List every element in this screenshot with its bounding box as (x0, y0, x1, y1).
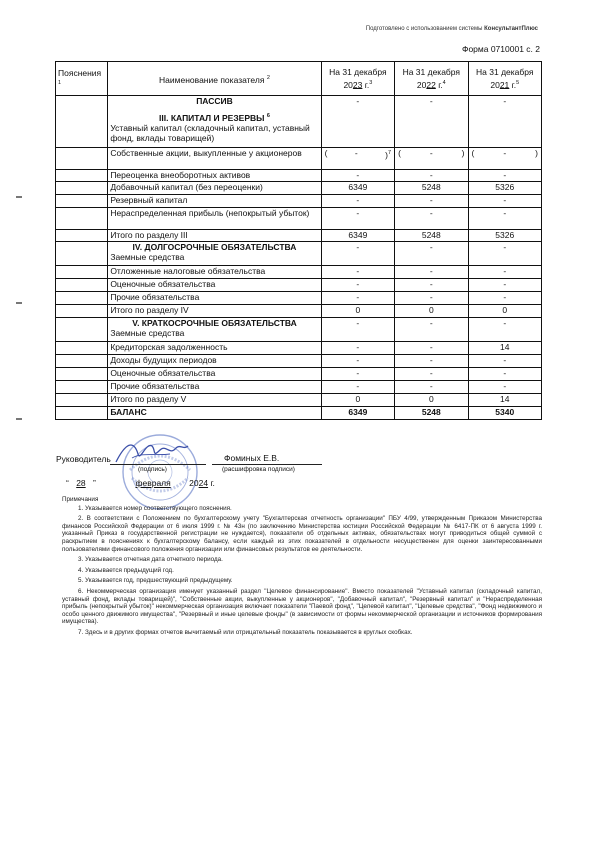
cell-value: 5340 (468, 407, 541, 420)
header-period-2: На 31 декабря 2022 г.$^4$ (395, 62, 468, 96)
section-capital (108, 96, 321, 148)
signature-date: “ 28 ” февраля 2024 г. (66, 478, 215, 488)
row-label: Резервный капитал (108, 195, 321, 208)
cell-value: 0 (321, 394, 394, 407)
cell-value: 14 (468, 342, 541, 355)
cell-value: - (468, 195, 541, 208)
row-charter-capital (56, 96, 542, 148)
cell-value: - (395, 292, 468, 305)
cell-value: - (468, 368, 541, 381)
cell-value: - (395, 208, 468, 230)
cell-value: - (395, 266, 468, 279)
cell-value: - (429, 148, 433, 158)
cell-value: 0 (395, 394, 468, 407)
decode-line (212, 464, 322, 465)
header-notes: Пояснения $^1$ (56, 62, 108, 96)
table-row (56, 342, 542, 355)
row-label: Кредиторская задолженность (108, 342, 321, 355)
header-name: Наименование показателя $^2$ (108, 62, 321, 96)
table-row (56, 381, 542, 394)
row-own-shares: Собственные акции, выкупленные у акционеров ( - )$^7$ ( - ) ( - ) (56, 148, 542, 170)
signature-role: Руководитель (56, 454, 111, 464)
table-row-balance (56, 407, 542, 420)
cell-value: - (468, 292, 541, 305)
cell-value: - (321, 355, 394, 368)
cell-value: - (468, 242, 541, 266)
cell-value: - (395, 355, 468, 368)
cell-value: 5326 (468, 182, 541, 195)
notes-title: Примечания (62, 496, 99, 503)
table-header-row (56, 62, 542, 96)
cell-value: - (321, 266, 394, 279)
cell-value: - (395, 195, 468, 208)
cell-value: - (321, 318, 394, 342)
cell-value: - (321, 368, 394, 381)
cell-value: - (468, 318, 541, 342)
cell-value: - (395, 342, 468, 355)
table-row (56, 195, 542, 208)
cell-value: - (395, 279, 468, 292)
scan-mark (16, 196, 22, 198)
cell-value: - (395, 368, 468, 381)
row-label: Собственные акции, выкупленные у акционеров (108, 148, 321, 170)
cell-value: - (321, 170, 394, 182)
cell-value: 0 (468, 305, 541, 318)
row-label: Оценочные обязательства (108, 279, 321, 292)
footnote: 4. Указывается предыдущий год. (78, 566, 174, 574)
row-label: Отложенные налоговые обязательства (108, 266, 321, 279)
sign-caption: (подпись) (138, 466, 167, 473)
cell-value: - (321, 279, 394, 292)
cell-value: - (468, 355, 541, 368)
cell-value: - (468, 381, 541, 394)
cell-value: - (321, 342, 394, 355)
cell-value: - (468, 170, 541, 182)
row-label: Переоценка внеоборотных активов (108, 170, 321, 182)
table-row (56, 368, 542, 381)
section-passiv-title: ПАССИВ (196, 96, 233, 106)
footnote: 1. Указывается номер соответствующего пояснения. (78, 504, 232, 512)
row-label: Доходы будущих периодов (108, 355, 321, 368)
cell-value: - (321, 292, 394, 305)
table-row (56, 208, 542, 230)
section-long-title: IV. ДОЛГОСРОЧНЫЕ ОБЯЗАТЕЛЬСТВА (132, 242, 297, 252)
table-row-total (56, 230, 542, 242)
row-label: Оценочные обязательства (108, 368, 321, 381)
row-label: Добавочный капитал (без переоценки) (108, 182, 321, 195)
decode-caption: (расшифровка подписи) (222, 466, 295, 473)
cell-value: - (321, 96, 394, 148)
row-label: Уставный капитал (складочный капитал, уставный фонд, вклады товарищей) (110, 122, 310, 143)
prepared-note: Подготовлено с использованием системы КонсультантПлюс (365, 26, 538, 32)
row-label: Итого по разделу V (108, 394, 321, 407)
cell-value: 6349 (321, 182, 394, 195)
header-period-1: На 31 декабря 2023 г.$^3$ (321, 62, 394, 96)
row-label: Заемные средства (110, 328, 185, 338)
cell-value: - (468, 96, 541, 148)
cell-value: 5326 (468, 230, 541, 242)
balance-table (55, 61, 542, 420)
table-row (56, 292, 542, 305)
cell-value: 5248 (395, 182, 468, 195)
cell-value: 6349 (321, 230, 394, 242)
cell-value: - (395, 242, 468, 266)
cell-value: 0 (321, 305, 394, 318)
row-label: Прочие обязательства (108, 292, 321, 305)
footnote: 7. Здесь и в других формах отчетов вычитаемый или отрицательный показатель показывается в круглых скобках. (78, 628, 413, 636)
signature-scribble (112, 436, 192, 468)
row-label: Нераспределенная прибыль (непокрытый убыток) (108, 208, 321, 230)
table-row (56, 279, 542, 292)
cell-value: - (321, 208, 394, 230)
cell-value: - (321, 195, 394, 208)
table-row-total (56, 305, 542, 318)
cell-value: - (395, 381, 468, 394)
signature-name: Фоминых Е.В. (224, 453, 280, 463)
table-row (56, 266, 542, 279)
cell-value: - (354, 148, 358, 158)
form-code: Форма 0710001 с. 2 (461, 44, 540, 54)
cell-value: - (468, 279, 541, 292)
row-label: Заемные средства (110, 252, 185, 262)
row-label: БАЛАНС (108, 407, 321, 420)
footnotes (62, 496, 542, 640)
footnote: 2. В соответствии с Положением по бухгалтерскому учету "Бухгалтерская отчетность организации" ПБУ 4/99, утвержденным Приказом Министерства финансов Российской Федерации от 6 июля 1999 г. № 43н (по заключению Министерства юстиции Российской Федерации № 6417-ПК от 6 августа 1999 г. указанный Приказ в государственной регистрации не нуждается), показатели об отдельных активах, обязательствах могут приводиться общей суммой с раскрытием в пояснениях к бухгалтерскому балансу, если каждый из этих показателей в отдельности несущественен для оценки заинтересованными пользователями финансового положения организации или финансовых результатов ее деятельности. (62, 515, 542, 553)
cell-value: - (395, 170, 468, 182)
table-row (56, 182, 542, 195)
cell-value: - (321, 242, 394, 266)
row-short-borrowings (56, 318, 542, 342)
header-period-3: На 31 декабря 2021 г.$^5$ (468, 62, 541, 96)
cell-value: 5248 (395, 407, 468, 420)
row-label: Итого по разделу IV (108, 305, 321, 318)
section-short-title: V. КРАТКОСРОЧНЫЕ ОБЯЗАТЕЛЬСТВА (132, 318, 297, 328)
cell-value: 14 (468, 394, 541, 407)
scan-mark (16, 302, 22, 304)
cell-value: 6349 (321, 407, 394, 420)
cell-value: - (321, 381, 394, 394)
footnote: 3. Указывается отчетная дата отчетного периода. (78, 556, 223, 564)
cell-value: - (395, 96, 468, 148)
row-label: Прочие обязательства (108, 381, 321, 394)
table-row-total (56, 394, 542, 407)
footnote: 6. Некоммерческая организация именует указанный раздел "Целевое финансирование". Вместо показателей "Уставный капитал (складочный капитал, уставный фонд, вклады товарищей)", "Собственные акции, выкупленные у акционеров", "Добавочный капитал", "Резервный капитал" и "Нераспределенная прибыль (непокрытый убыток)" некоммерческая организация включает показатели "Паевой фонд", "Целевой капитал", "Целевые средства", "Фонд недвижимого и особо ценного движимого имущества", "Резервный и иные целевые фонды" (в зависимости от формы некоммерческой организации и источников формирования имущества). (62, 587, 542, 626)
row-long-borrowings (56, 242, 542, 266)
scan-mark (16, 418, 22, 420)
table-row (56, 170, 542, 182)
row-label: Итого по разделу III (108, 230, 321, 242)
footnote: 5. Указывается год, предшествующий предыдущему. (78, 577, 233, 585)
cell-value: 5248 (395, 230, 468, 242)
cell-value: 0 (395, 305, 468, 318)
cell-value: - (395, 318, 468, 342)
cell-value: - (503, 148, 507, 158)
cell-value: - (468, 208, 541, 230)
section-capital-title: III. КАПИТАЛ И РЕЗЕРВЫ $^6$ (159, 112, 270, 123)
table-row (56, 355, 542, 368)
cell-value: - (468, 266, 541, 279)
